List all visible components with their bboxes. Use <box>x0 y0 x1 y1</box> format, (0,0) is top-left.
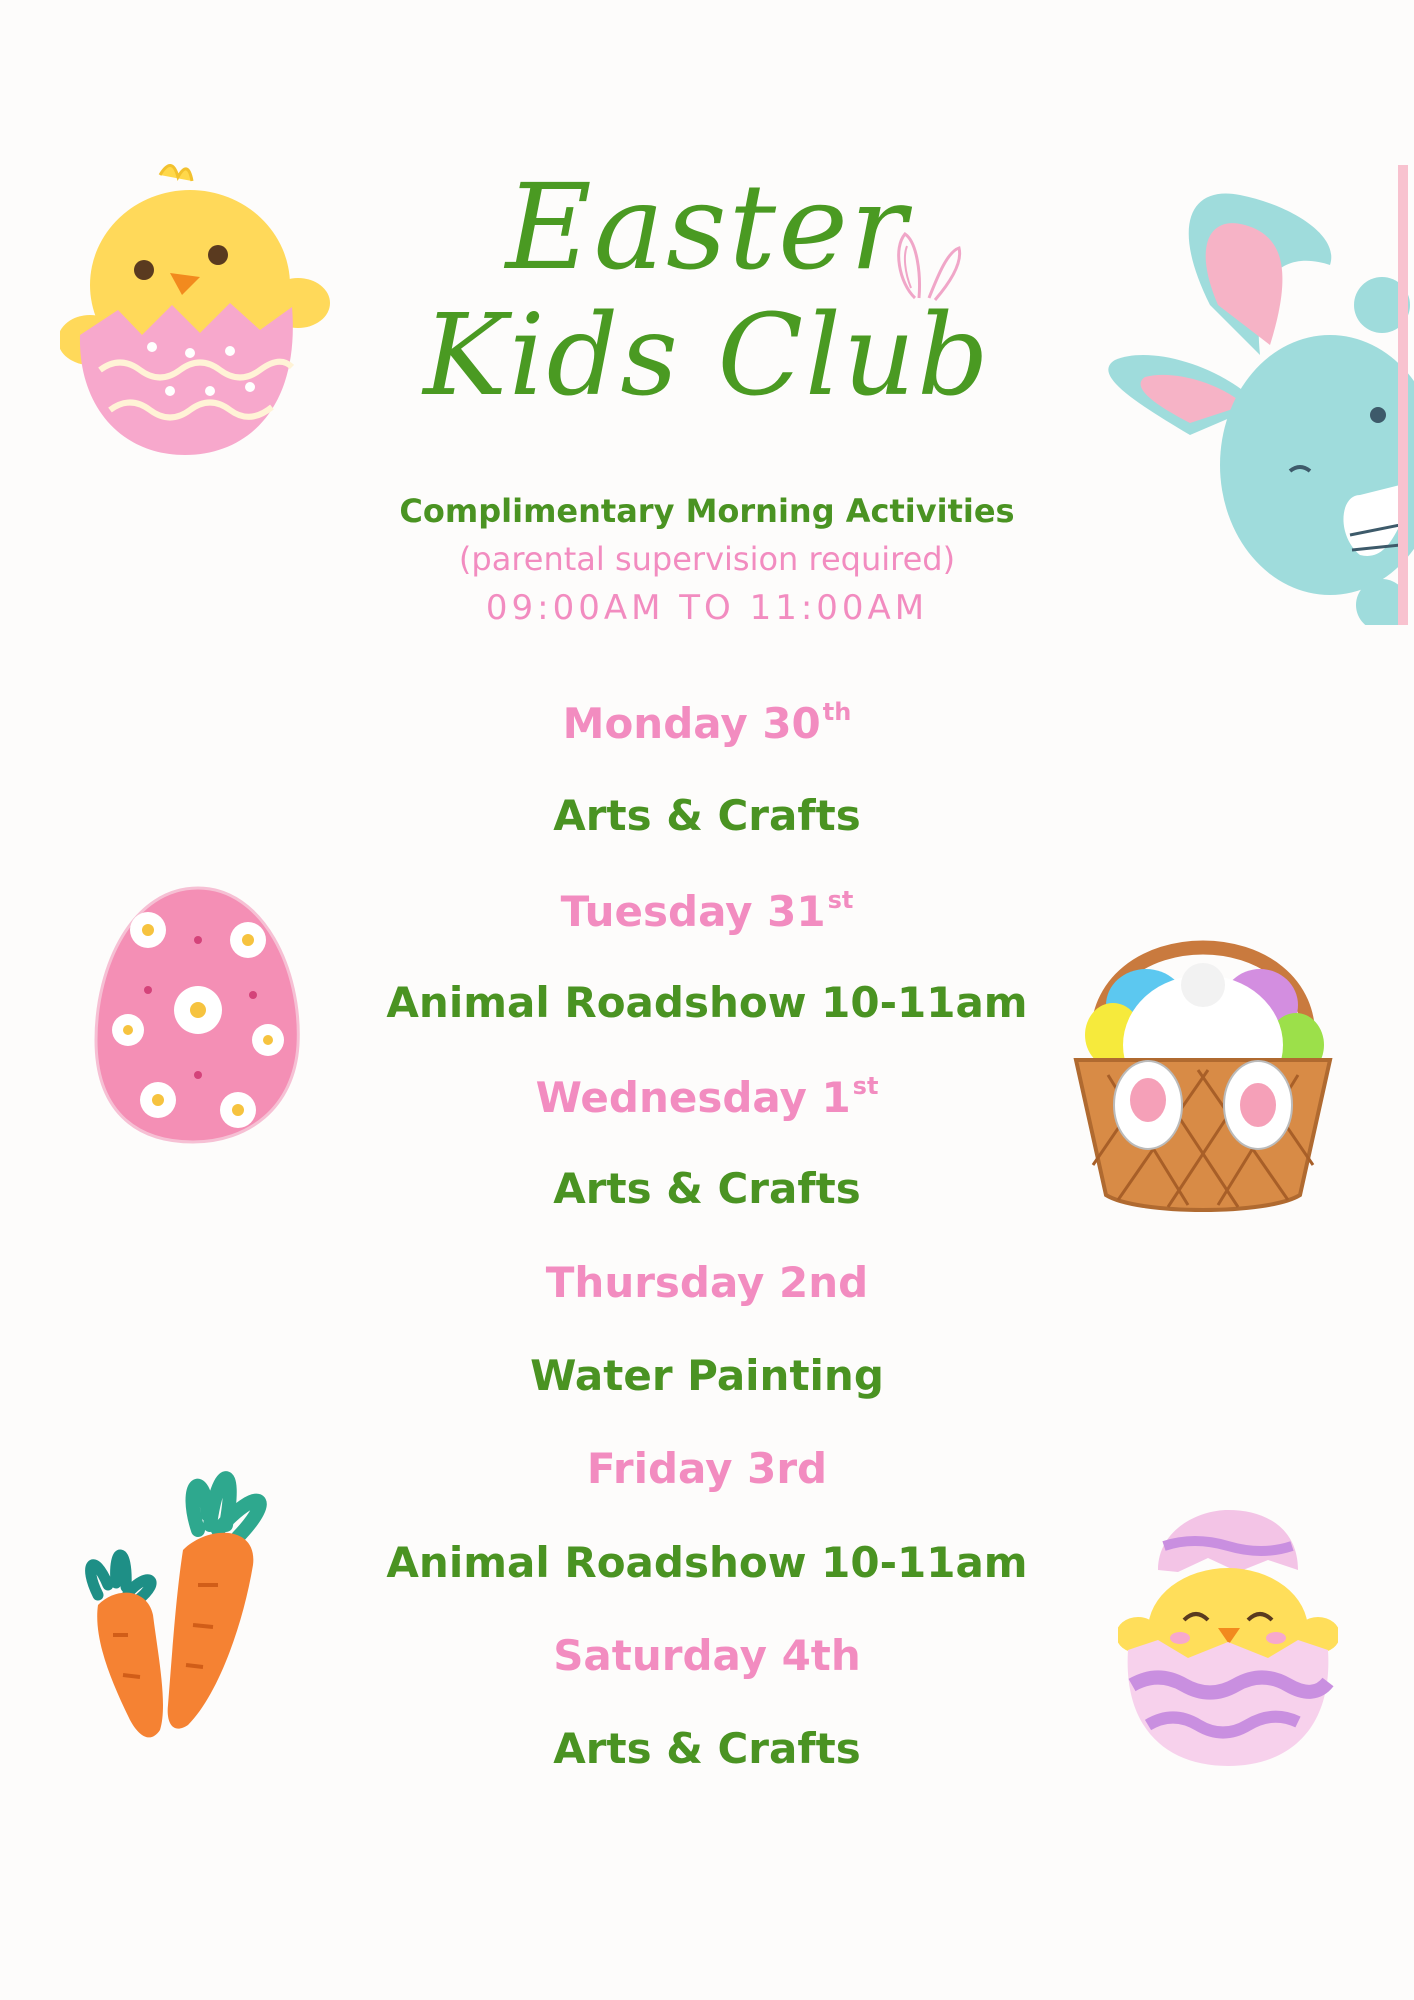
schedule-day: Tuesday 31st <box>560 886 854 936</box>
schedule-activity: Arts & Crafts <box>553 791 861 840</box>
flower-egg-icon <box>88 880 308 1150</box>
schedule-activity: Water Painting <box>530 1351 884 1400</box>
bunny-ears-icon <box>885 228 965 308</box>
schedule-day: Monday 30th <box>562 698 852 748</box>
schedule-activity: Animal Roadshow 10-11am <box>386 978 1028 1027</box>
bunny-basket-icon <box>1068 895 1338 1225</box>
chick-in-purple-egg-icon <box>1118 1510 1338 1770</box>
schedule-day: Friday 3rd <box>586 1444 828 1493</box>
subtitle-time: 09:00AM TO 11:00AM <box>485 588 929 628</box>
title-line-2: Kids Club <box>423 291 991 421</box>
schedule-day: Wednesday 1st <box>535 1072 879 1122</box>
schedule-activity: Animal Roadshow 10-11am <box>386 1538 1028 1587</box>
title-line-1: Easter <box>505 158 909 296</box>
subtitle-activities: Complimentary Morning Activities <box>399 492 1015 530</box>
schedule-activity: Arts & Crafts <box>553 1724 861 1773</box>
schedule-day: Thursday 2nd <box>545 1258 869 1307</box>
schedule-activity: Arts & Crafts <box>553 1164 861 1213</box>
carrots-icon <box>68 1455 288 1745</box>
subtitle-supervision: (parental supervision required) <box>458 540 956 578</box>
chick-in-egg-icon <box>60 155 340 465</box>
schedule-day: Saturday 4th <box>553 1631 861 1680</box>
bunny-peeking-icon <box>1100 165 1414 625</box>
